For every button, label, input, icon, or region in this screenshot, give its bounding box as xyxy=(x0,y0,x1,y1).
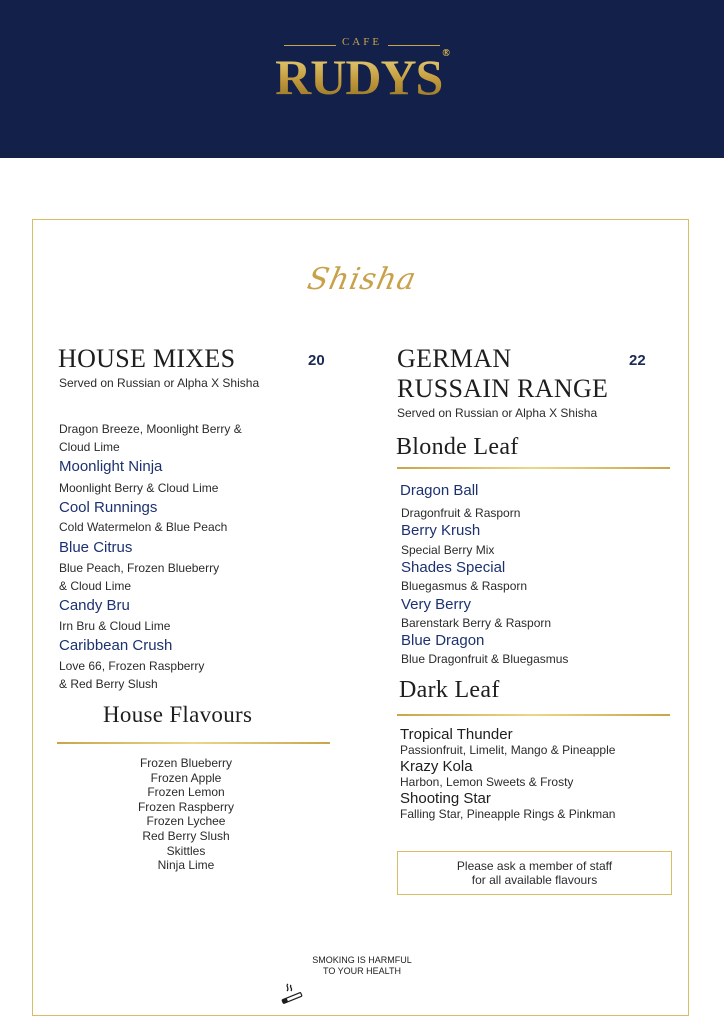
title-line: GERMAN xyxy=(397,344,512,373)
list-item: Skittles xyxy=(166,843,206,858)
item-berry-krush: Berry Krush xyxy=(401,522,481,539)
item-blue-citrus: Blue Citrus xyxy=(59,539,133,556)
list-item-desc xyxy=(59,559,219,595)
german-range-price: 22 xyxy=(629,352,646,369)
item-very-berry: Very Berry xyxy=(401,596,472,613)
list-item: Frozen Lychee xyxy=(146,814,226,829)
staff-note-box xyxy=(397,851,672,895)
item-cool-runnings: Cool Runnings xyxy=(59,499,158,516)
item-shades-special: Shades Special xyxy=(401,559,506,576)
german-range-subtitle: Served on Russian or Alpha X Shisha xyxy=(397,406,598,420)
item-caribbean-crush: Caribbean Crush xyxy=(59,637,173,654)
desc-line: Dragon Breeze, Moonlight Berry & xyxy=(59,422,242,436)
house-flavours-title: House Flavours xyxy=(103,702,253,727)
list-item-desc: Falling Star, Pineapple Rings & Pinkman xyxy=(400,807,616,821)
list-item-desc xyxy=(59,420,242,456)
item-dragon-ball: Dragon Ball xyxy=(400,482,479,499)
house-flavours-divider xyxy=(57,742,330,744)
desc-line: & Red Berry Slush xyxy=(59,677,158,691)
cafe-rudys-logo xyxy=(262,36,462,136)
house-mixes-price: 20 xyxy=(308,352,325,369)
desc-line: Love 66, Frozen Raspberry xyxy=(59,659,205,673)
blonde-leaf-title: Blonde Leaf xyxy=(396,434,519,460)
list-item: Frozen Apple xyxy=(150,770,222,785)
section-title-shisha xyxy=(0,262,724,297)
house-flavours-list xyxy=(96,756,276,873)
item-moonlight-ninja: Moonlight Ninja xyxy=(59,458,163,475)
health-warning xyxy=(262,955,462,977)
list-item-desc: Harbon, Lemon Sweets & Frosty xyxy=(400,775,574,789)
german-russian-range-title xyxy=(397,344,608,404)
desc-line: & Cloud Lime xyxy=(59,579,132,593)
header-banner xyxy=(0,0,724,158)
item-shooting-star: Shooting Star xyxy=(400,790,491,807)
list-item-desc: Dragonfruit & Rasporn xyxy=(401,506,521,520)
list-item-desc: Barenstark Berry & Rasporn xyxy=(401,616,552,630)
list-item-desc xyxy=(59,518,227,536)
list-item-desc: Passionfruit, Limelit, Mango & Pineapple xyxy=(400,743,616,757)
item-krazy-kola: Krazy Kola xyxy=(400,758,473,775)
desc-line: Cloud Lime xyxy=(59,440,120,454)
desc-line: Moonlight Berry & Cloud Lime xyxy=(59,481,219,495)
item-blue-dragon: Blue Dragon xyxy=(401,632,485,649)
staff-note-line: for all available flavours xyxy=(471,872,598,887)
blonde-leaf-divider xyxy=(397,467,670,469)
cigarette-icon xyxy=(280,982,304,1004)
list-item-desc xyxy=(59,479,218,497)
desc-line: Cold Watermelon & Blue Peach xyxy=(59,520,228,534)
warning-line: SMOKING IS HARMFUL xyxy=(312,955,412,965)
dark-leaf-divider xyxy=(397,714,670,716)
staff-note-line: Please ask a member of staff xyxy=(456,859,613,873)
list-item-desc xyxy=(59,617,170,635)
desc-line: Blue Peach, Frozen Blueberry xyxy=(59,561,220,575)
list-item: Red Berry Slush xyxy=(142,828,230,843)
dark-leaf-title: Dark Leaf xyxy=(399,677,500,703)
logo-cafe-text: CAFE xyxy=(341,36,383,48)
desc-line: Irn Bru & Cloud Lime xyxy=(59,619,171,633)
section-title-text: Shisha xyxy=(304,262,420,297)
list-item: Ninja Lime xyxy=(157,858,215,873)
logo-name-text: RUDYS xyxy=(275,49,443,105)
list-item: Frozen Raspberry xyxy=(137,799,235,814)
list-item-desc: Special Berry Mix xyxy=(401,543,495,557)
item-tropical-thunder: Tropical Thunder xyxy=(400,726,513,743)
list-item-desc: Bluegasmus & Rasporn xyxy=(401,579,528,593)
list-item-desc xyxy=(59,657,204,693)
house-mixes-title: HOUSE MIXES xyxy=(58,344,236,373)
house-mixes-subtitle: Served on Russian or Alpha X Shisha xyxy=(59,376,260,390)
logo-registered-mark: ® xyxy=(442,48,449,59)
logo-rule-right xyxy=(388,45,440,46)
list-item-desc: Blue Dragonfruit & Bluegasmus xyxy=(401,652,569,666)
list-item: Frozen Lemon xyxy=(147,785,225,800)
item-candy-bru: Candy Bru xyxy=(59,597,130,614)
list-item: Frozen Blueberry xyxy=(139,756,233,770)
logo-name xyxy=(262,48,462,106)
warning-line: TO YOUR HEALTH xyxy=(322,966,402,976)
title-line: RUSSAIN RANGE xyxy=(397,374,609,403)
